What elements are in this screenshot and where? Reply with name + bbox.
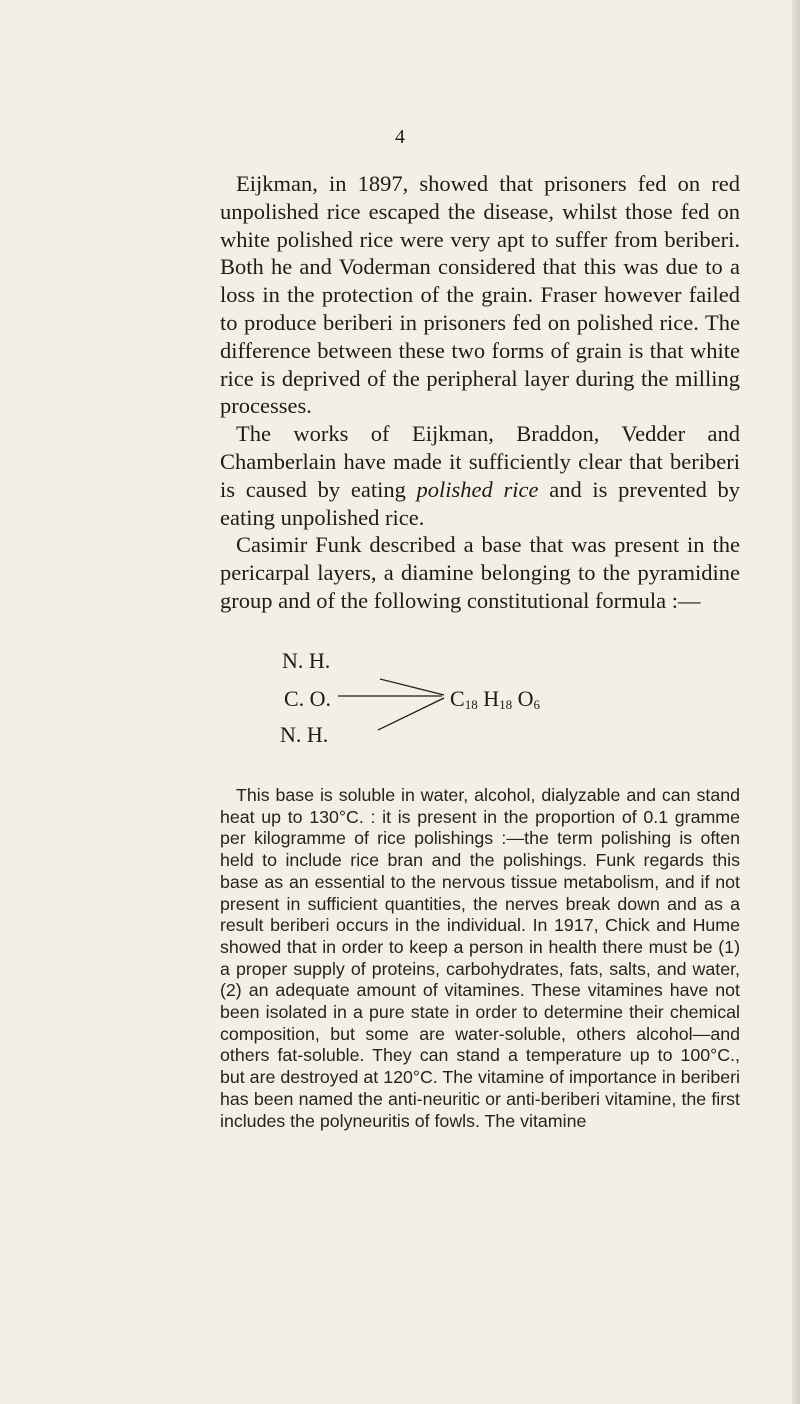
- paragraph-works-start: The works of Eijkman, Braddon, Vedder and Chamberlain have made it sufficiently clear that beriberi is caused by eating: [220, 421, 740, 502]
- paragraph-base-properties: This base is soluble in water, alcohol, dialyzable and can stand heat up to 130°C. : it is present in the proportion of 0.1 gramme per kilogramme of rice polishings :—the term polishing is often held to include rice bran and the polishings. Funk regards this base as an essential to the nervous tissue metabolism, and if not present in sufficient quantities, the nerves break down and as a result beriberi occurs in the individual. In 1917, Chick and Hume showed that in order to keep a person in health there must be (1) a proper supply of proteins, carbohydrates, fats, salts, and water, (2) an adequate amount of vitamines. These vitamines have not been isolated in a pure state in order to determine their chemical composition, but some are water-soluble, others alcohol—and others fat-soluble. They can stand a temperature up to 100°C., but are destroyed at 120°C. The vitamine of importance in beriberi has been named the anti-neuritic or anti-beriberi vitamine, the first includes the polyneuritis of fowls. The vitamine: [220, 785, 740, 1131]
- paragraph-works-end: and is prevented by eating unpolished rice.: [220, 476, 741, 530]
- page-edge: [792, 0, 800, 1404]
- paragraph-eijkman: Eijkman, in 1897, showed that prisoners fed on red unpolished rice escaped the disease, whilst those fed on white polished rice were very apt to suffer from beriberi. Both he and Voderman considered that this was due to a loss in the protection of the grain. Fraser however failed to produce beriberi in prisoners fed on polished rice. The difference between these two forms of grain is that white rice is deprived of the peripheral layer during the milling processes.: [220, 171, 740, 419]
- formula-h: H: [483, 686, 500, 711]
- formula-o: O: [517, 686, 534, 711]
- formula-c-sub: 18: [464, 697, 478, 712]
- main-text: [220, 170, 740, 615]
- formula-h-sub: 18: [499, 697, 513, 712]
- formula-nh-top: N. H.: [282, 648, 331, 673]
- formula-group: [450, 686, 540, 713]
- formula-c: C: [450, 686, 465, 711]
- paragraph-funk: Casimir Funk described a base that was present in the pericarpal layers, a diamine belonging to the pyramidine group and of the following constitutional formula :—: [220, 532, 740, 613]
- small-print-text: [220, 785, 740, 1132]
- chemical-formula: [220, 648, 700, 768]
- emphasis-polished-rice: polished rice: [416, 476, 539, 502]
- formula-o-sub: 6: [533, 697, 540, 712]
- formula-nh-bottom: N. H.: [280, 722, 329, 747]
- page-number: 4: [395, 126, 405, 148]
- paragraph-works: [220, 420, 740, 531]
- formula-co: C. O.: [284, 686, 332, 711]
